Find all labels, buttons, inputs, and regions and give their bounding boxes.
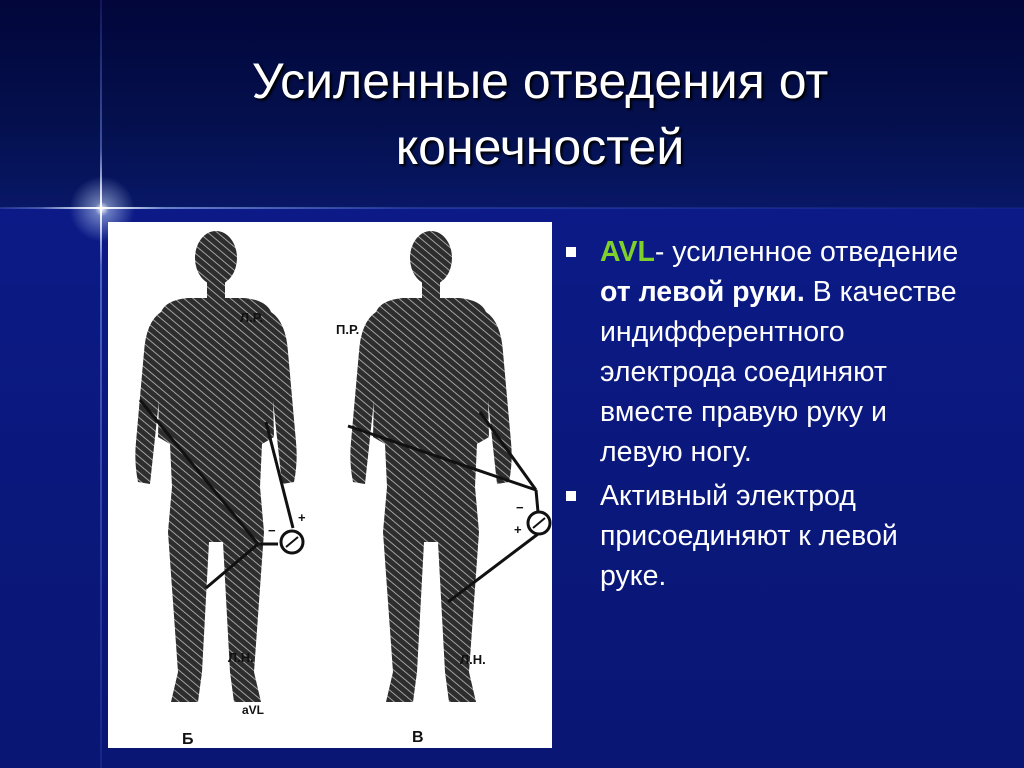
decor-vertical-line: [100, 0, 102, 768]
label-left-minus: −: [268, 523, 276, 538]
label-left-leg: Л.Н.: [228, 650, 254, 665]
label-left-plus: +: [298, 510, 306, 525]
label-right-arm: П.Р.: [336, 322, 360, 337]
bullet-list: [566, 232, 966, 600]
electrode-diagram: [108, 222, 552, 748]
bullet-text-bold: от левой руки.: [600, 276, 805, 308]
label-avl: aVL: [242, 703, 265, 717]
bullet-item-avl: [566, 232, 966, 472]
bullet-item-active-electrode: [566, 476, 966, 596]
label-right-plus: +: [514, 522, 522, 537]
bullet-text-part2: В качестве индифферентного электрода соединяют вместе правую руку и левую ногу.: [600, 276, 957, 468]
slide-title: Усиленные отведения от конечностей: [251, 53, 829, 175]
light-flare-vertical: [100, 150, 102, 266]
label-figure-b: Б: [182, 731, 194, 748]
label-left-arm: Л.Р.: [240, 310, 264, 325]
bullet-text: Активный электрод присоединяют к левой руке.: [600, 480, 898, 592]
label-figure-v: В: [412, 729, 424, 746]
light-flare-horizontal: [40, 207, 164, 209]
right-body-silhouette: [350, 231, 511, 702]
left-galvanometer-icon: [281, 531, 303, 553]
left-body-silhouette: [135, 231, 296, 702]
avl-term: AVL: [600, 236, 655, 268]
bullet-square-icon: [566, 491, 576, 501]
bullet-square-icon: [566, 247, 576, 257]
right-galvanometer-icon: [528, 512, 550, 534]
label-right-leg: Л.Н.: [460, 652, 486, 667]
electrode-figure: [108, 222, 552, 748]
bullet-text-part1: - усиленное отведение: [654, 236, 959, 268]
label-right-minus: −: [516, 500, 524, 515]
